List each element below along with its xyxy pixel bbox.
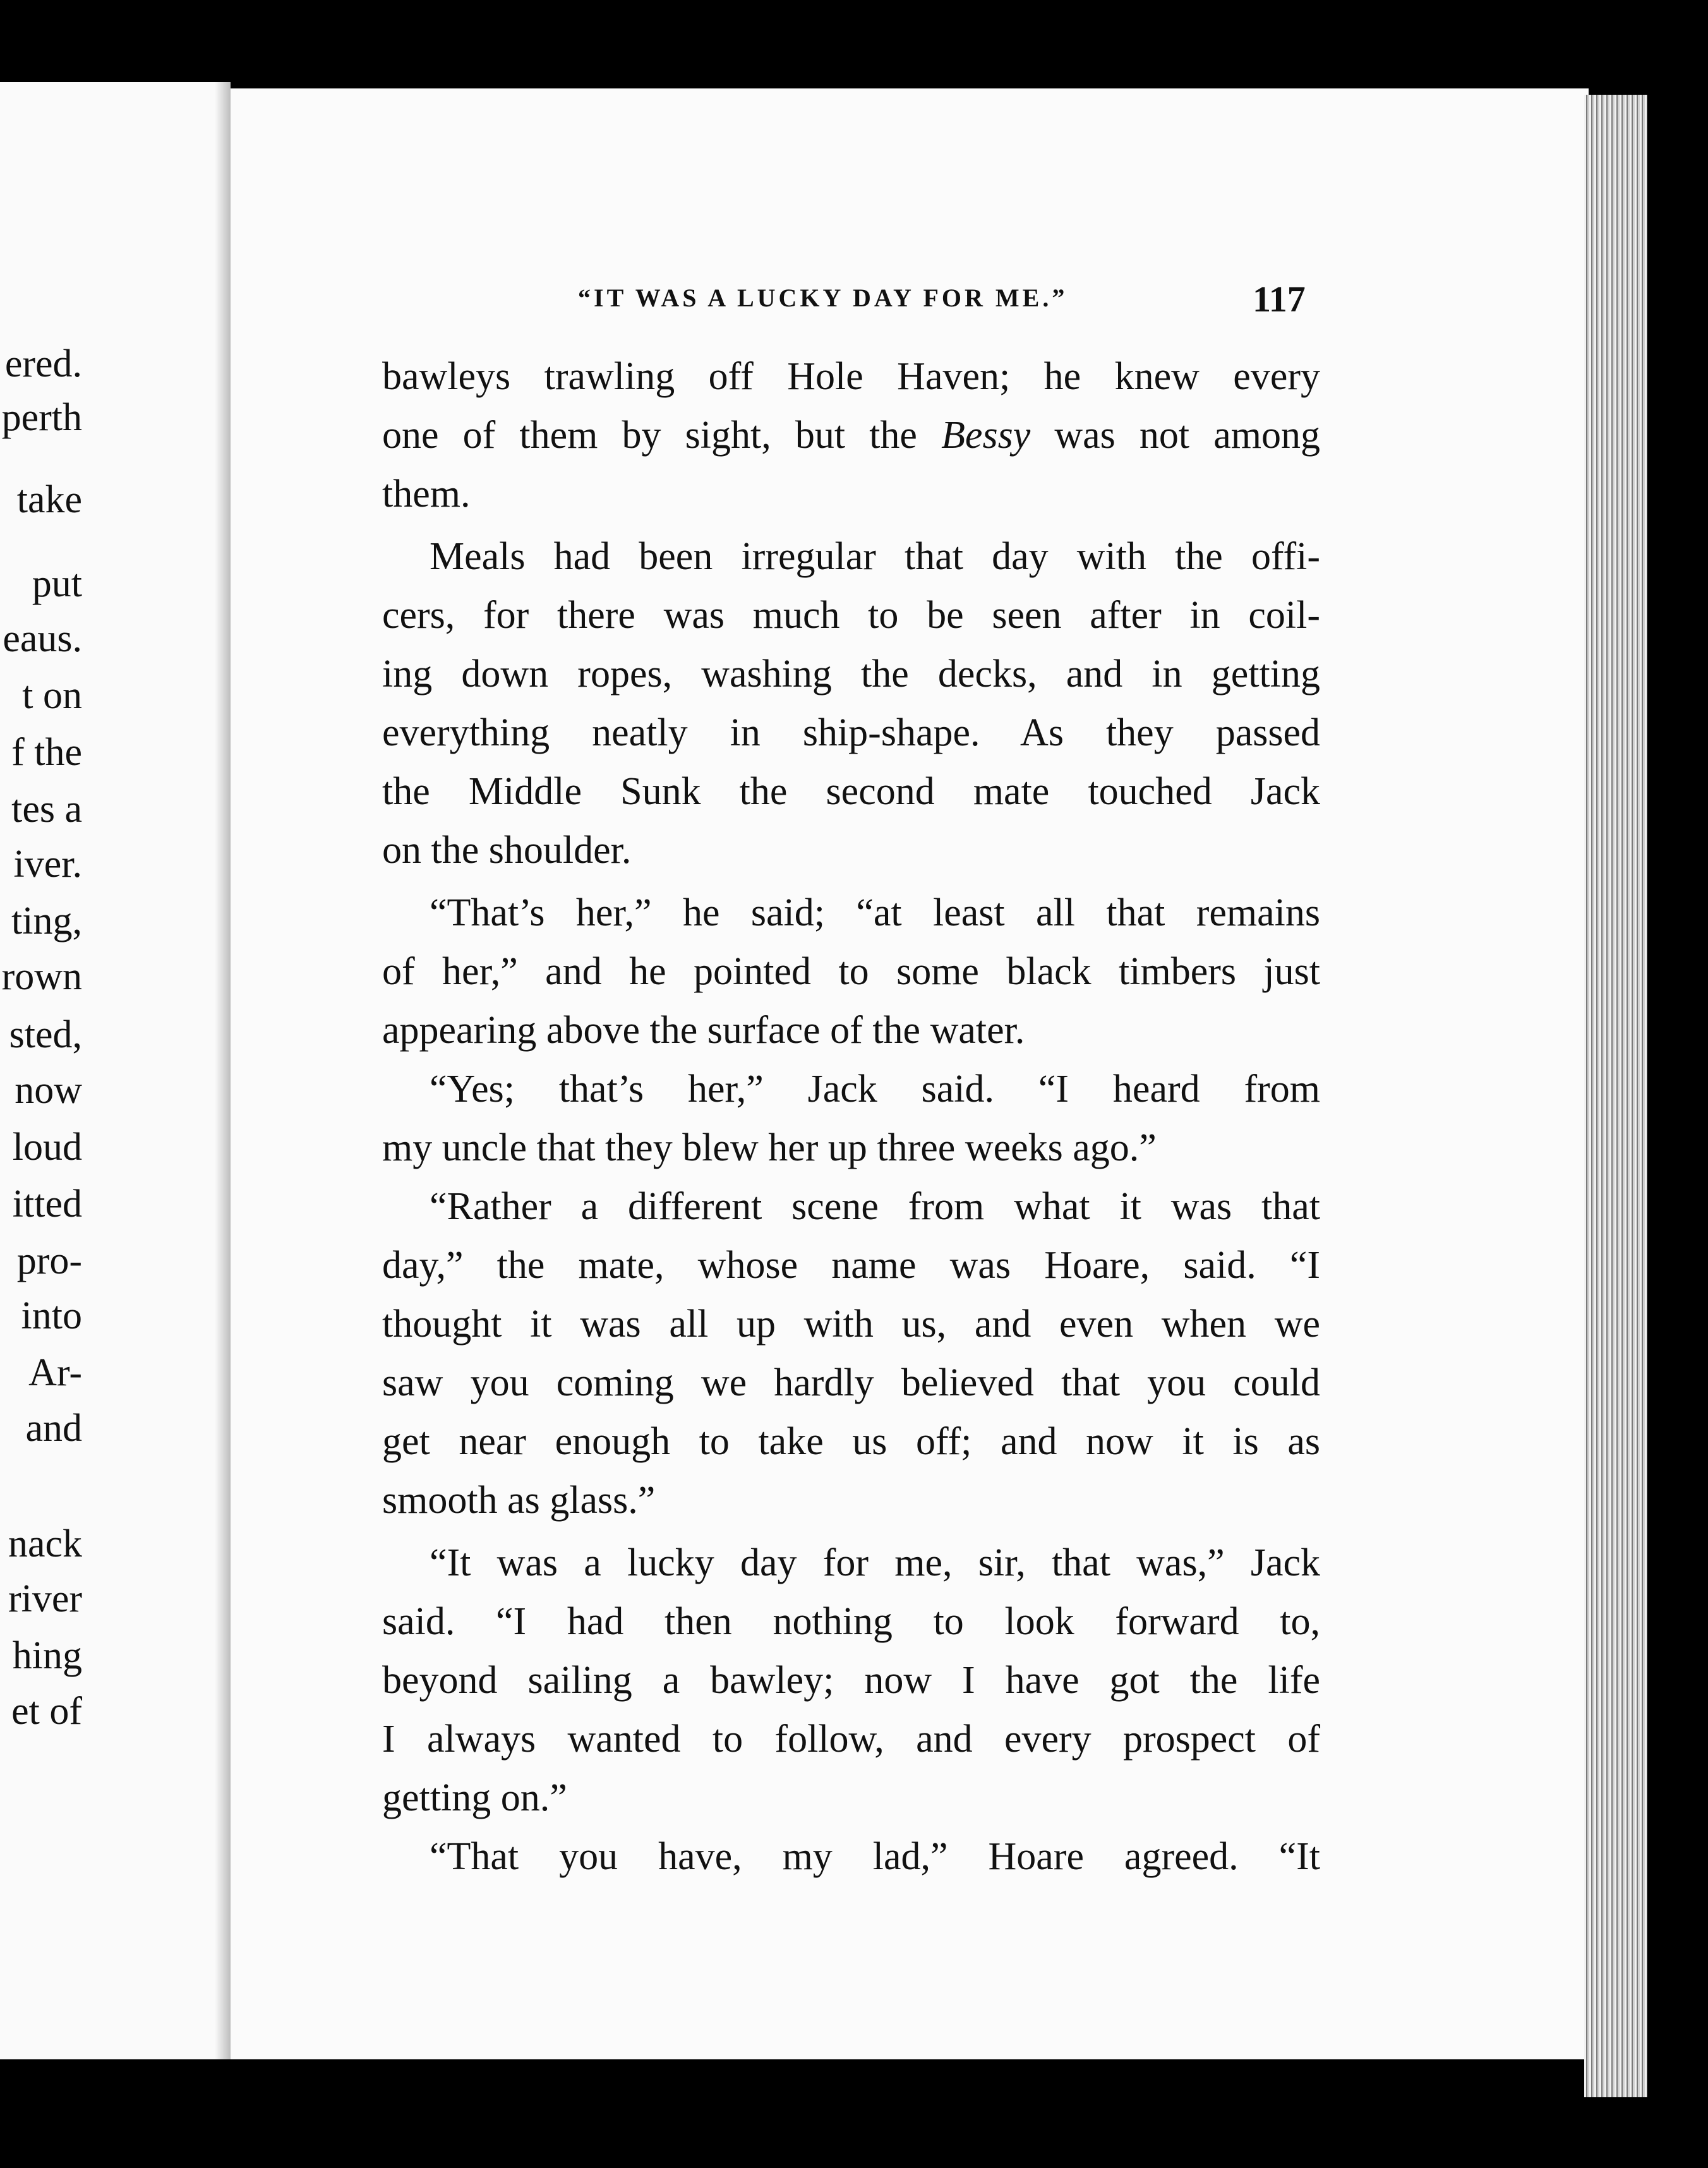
page-number: 117 — [1253, 279, 1306, 320]
left-page-fragment: ered. — [4, 342, 82, 385]
text-line: on the shoulder. — [382, 829, 632, 872]
text-span: was not among — [1054, 414, 1320, 457]
left-page-fragment: et of — [11, 1690, 82, 1733]
text-line: of her,” and he pointed to some black timbers just — [382, 950, 1320, 993]
text-line: bawleys trawling off Hole Haven; he knew every — [382, 355, 1320, 398]
text-line: my uncle that they blew her up three weeks ago.” — [382, 1126, 1157, 1169]
text-line: “Rather a different scene from what it was that — [430, 1185, 1320, 1228]
text-line: thought it was all up with us, and even when we — [382, 1303, 1320, 1346]
left-page-fragment: ting, — [11, 900, 82, 942]
left-page-fragment: into — [21, 1294, 82, 1337]
text-line: ing down ropes, washing the decks, and in getting — [382, 653, 1320, 696]
left-page-fragment: perth — [1, 396, 82, 439]
text-line: “It was a lucky day for me, sir, that was,” Jack — [430, 1541, 1320, 1584]
text-line: “That you have, my lad,” Hoare agreed. “It — [430, 1835, 1320, 1878]
text-line: day,” the mate, whose name was Hoare, said. “I — [382, 1244, 1320, 1287]
left-page-fragment: t on — [22, 674, 82, 717]
left-page-fragment: itted — [12, 1183, 82, 1226]
running-head: “IT WAS A LUCKY DAY FOR ME.” — [578, 284, 1068, 312]
text-line: beyond sailing a bawley; now I have got the life — [382, 1659, 1320, 1702]
text-line: said. “I had then nothing to look forward to, — [382, 1600, 1320, 1643]
left-page-fragment: pro- — [16, 1239, 82, 1282]
left-page-fragment: tes a — [11, 788, 82, 831]
left-page-fragment: river — [8, 1577, 82, 1620]
text-line: Meals had been irregular that day with the offi- — [430, 535, 1320, 578]
left-page-fragment: rown — [1, 955, 82, 998]
text-line: “Yes; that’s her,” Jack said. “I heard from — [430, 1068, 1320, 1111]
body-text — [382, 347, 1320, 1886]
left-page-fragment: loud — [12, 1126, 82, 1169]
left-page-fragment: Ar- — [28, 1351, 82, 1394]
left-page-fragment: nack — [8, 1522, 82, 1565]
text-line: I always wanted to follow, and every prospect of — [382, 1718, 1320, 1761]
left-page-fragment: iver. — [13, 843, 82, 886]
left-page-fragment: and — [25, 1407, 82, 1450]
text-line: appearing above the surface of the water. — [382, 1009, 1025, 1052]
book-gutter — [215, 82, 231, 2059]
text-line: saw you coming we hardly believed that you could — [382, 1361, 1320, 1404]
left-page-fragment: hing — [12, 1634, 82, 1677]
text-line: the Middle Sunk the second mate touched Jack — [382, 770, 1320, 813]
left-page-fragment: eaus. — [3, 617, 82, 660]
page-edges — [1584, 95, 1647, 2097]
left-page-fragment: f the — [11, 731, 82, 774]
left-page-fragment: put — [32, 562, 82, 605]
text-line: “That’s her,” he said; “at least all that remains — [430, 891, 1320, 934]
text-line: get near enough to take us off; and now it is as — [382, 1420, 1320, 1463]
left-page-fragment: take — [16, 478, 82, 521]
text-line: getting on.” — [382, 1776, 567, 1819]
text-line — [382, 406, 1320, 465]
left-page-fragment: now — [15, 1069, 82, 1112]
text-line: everything neatly in ship-shape. As they passed — [382, 711, 1320, 754]
text-span: one of them by sight, but the — [382, 414, 917, 457]
ship-name: Bessy — [941, 414, 1031, 457]
text-line: them. — [382, 473, 471, 515]
left-page-fragment: sted, — [9, 1013, 82, 1056]
left-page — [0, 82, 231, 2059]
text-line: cers, for there was much to be seen after in coil- — [382, 594, 1320, 637]
text-line: smooth as glass.” — [382, 1479, 656, 1522]
